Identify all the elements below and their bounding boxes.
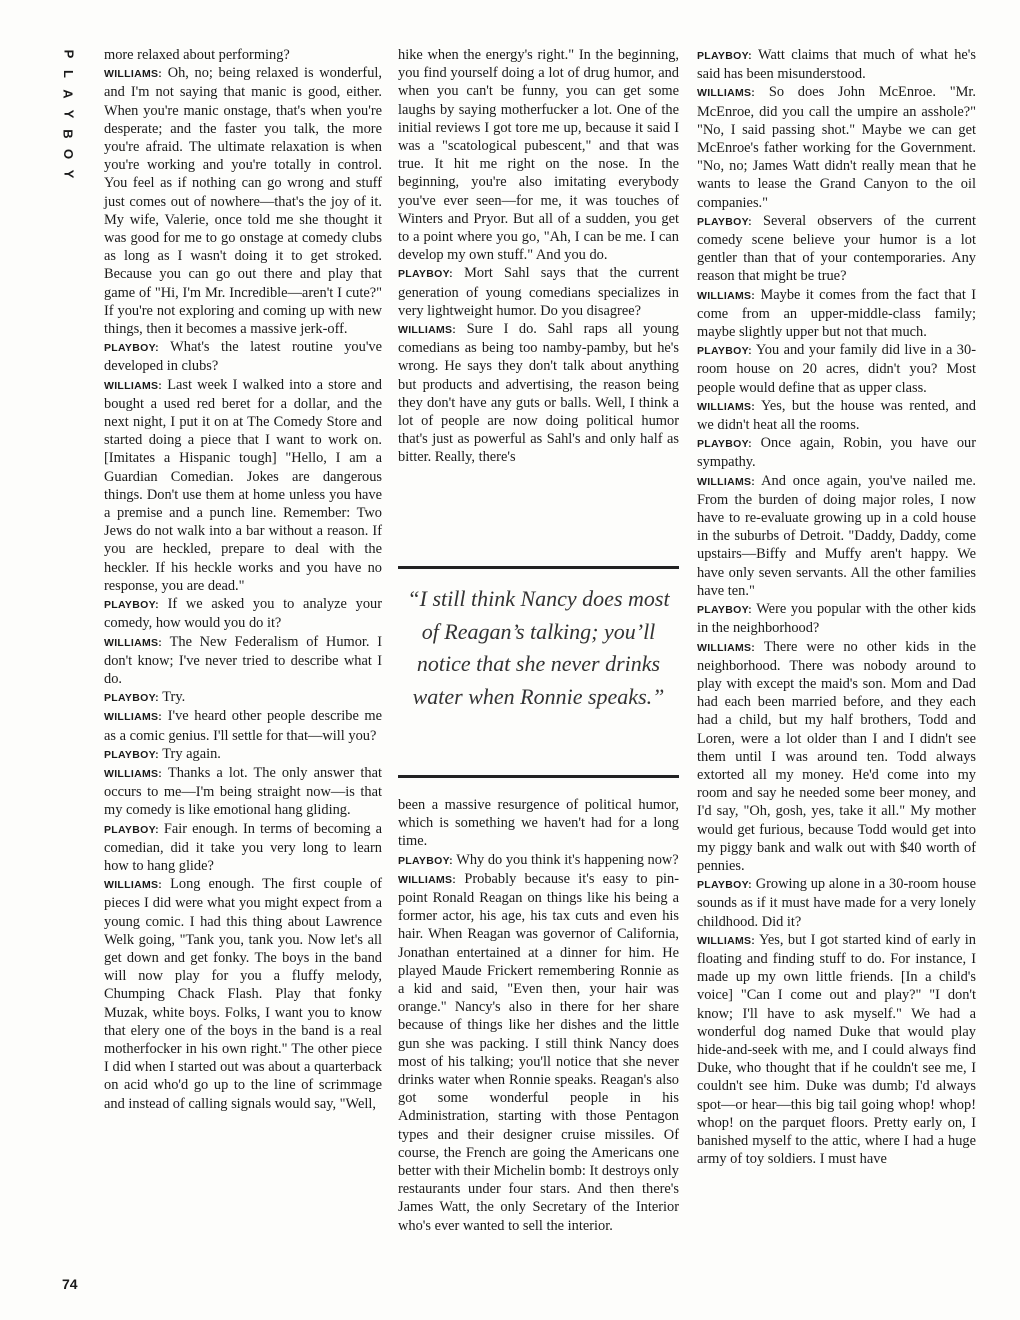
speaker-label: WILLIAMS:	[697, 934, 756, 947]
masthead-letter: A	[60, 89, 76, 99]
paragraph-text: I've heard other people describe me as a comic genius. I'll settle for that—will you?	[104, 708, 382, 744]
speaker-label: PLAYBOY:	[697, 50, 752, 62]
interview-paragraph	[697, 875, 976, 931]
interview-paragraph	[398, 46, 679, 264]
interview-paragraph	[104, 820, 382, 876]
interview-paragraph	[104, 595, 382, 632]
paragraph-text: Try again.	[162, 745, 221, 762]
paragraph-text: Once again, Robin, you have our sympathy.	[697, 435, 977, 471]
speaker-label: PLAYBOY:	[104, 823, 159, 836]
column-3	[697, 46, 976, 1168]
speaker-label: WILLIAMS:	[104, 636, 163, 649]
paragraph-text: You and your family did live in a 30-room house on 20 acres, didn't you? Most people would define that as upper class.	[697, 342, 976, 396]
interview-paragraph	[398, 851, 679, 870]
interview-paragraph	[697, 286, 976, 342]
paragraph-text: Mort Sahl says that the current generation of young comedians specializes in very lightweight humor. Do you disagree?	[398, 265, 679, 319]
paragraph-text: Try.	[162, 689, 186, 706]
interview-paragraph	[697, 931, 976, 1169]
speaker-label: WILLIAMS:	[697, 87, 756, 100]
speaker-label: WILLIAMS:	[697, 641, 756, 654]
paragraph-text: There were no other kids in the neighborhood. There was nobody around to play with except the maid's son. Mom and Dad had each been married before, and they each had a child, but my half brothers, Todd and Loren, were a lot older than I and I didn't see them until I was around ten. Todd always extorted all my money. He'd come into my room and say he needed some beer money, and I'd say, "Oh, gosh, yes, take it all." My mother would get furious, because Todd would get into my piggy bank and walk out with $40 worth of pennies.	[697, 638, 976, 874]
paragraph-text: Probably because it's easy to pin-point Ronald Reagan on things like his being a former actor, his age, his tax cuts and even his hair. When Reagan was governor of California, Jonathan entertained at a dinner for him. He played Maude Frickert remembering Ronnie as a kid and said, "Even then, your hair was orange." Nancy's also in there for her share because of things like her dishes and the little gun she was packing. I still think Nancy does most of his talking; you'll notice that she never drinks water when Ronnie speaks. Reagan's also got some wonderful people in his Administration, starting with those Pentagon types and their designer cruise missiles. Of course, the French are going the Americans one better with their Michelin bomb: It destroys only restaurants under four stars. And then there's James Watt, the only Secretary of the Interior who's ever wanted to sell the interior.	[398, 870, 679, 1234]
interview-paragraph	[104, 46, 382, 64]
speaker-label: PLAYBOY:	[104, 342, 159, 355]
paragraph-text: Long enough. The first couple of pieces I did were what you might expect from a young comic. I had this thing about Lawrence Welk going, "Tank you, tank you. Now let's all get down and get fonky. The boys in the band will now play for you a fluffy melody, Chumping Chack Flash. Play that fonky Muzak, white boys. Folks, I want you to know that elery one of the boys in the band is a real motherfocker in his own right." The other piece I did when I started out was about a quarterback on acid who'd go up to the line of scrimmage and instead of calling signals would say, "Well,	[104, 876, 382, 1112]
interview-paragraph	[104, 633, 382, 689]
paragraph-text: Last week I walked into a store and bought a used red beret for a dollar, and the next night, I put it on at The Comedy Store and started doing a piece that I want to work on. [Imitates a Hispanic tough] "Hello, I am a Guardian Comedian. Jokes are dangerous things. Don't use them at home unless you have a premise and a punch line. Remember: Two Jews do not walk into a bar without a reason. If you are heckled, prepare to deal with the heckler. If his heckle works and you have no response, you are dead."	[104, 376, 382, 594]
speaker-label: WILLIAMS:	[104, 767, 163, 780]
vertical-masthead	[58, 44, 78, 184]
masthead-letter: P	[60, 49, 76, 59]
interview-paragraph	[697, 472, 976, 600]
interview-paragraph	[697, 212, 976, 286]
speaker-label: WILLIAMS:	[697, 289, 756, 302]
speaker-label: WILLIAMS:	[104, 879, 163, 892]
speaker-label: WILLIAMS:	[398, 324, 457, 337]
interview-paragraph	[697, 46, 976, 83]
speaker-label: PLAYBOY:	[398, 854, 453, 867]
paragraph-text: more relaxed about performing?	[104, 47, 290, 63]
speaker-label: PLAYBOY:	[697, 438, 752, 451]
interview-paragraph	[697, 341, 976, 397]
interview-paragraph	[398, 796, 679, 851]
paragraph-text: Yes, but I got started kind of early in floating and finding stuff to do. For instance, I made up my own little friends. [In a child's voice] "Can I come out and play?" "I don't know; I'll have to ask myself." We had a wonderful dog named Duke that would play hide-and-seek with me, and I could always find Duke, who thought that if he couldn't see me, I couldn't see him. Duke was dumb; I'd always spot—or hear—this big tail going whop! whop! whop! on the parquet floors. Pretty early on, I banished myself to the attic, where I had a huge army of toy soldiers. I must have	[697, 931, 976, 1168]
paragraph-text: Sure I do. Sahl raps all young comedians as being too namby-pamby, but he's wrong. He says they don't talk about anything but products and advertising, the reason being they don't have any guts or balls. Well, I think a lot of people are now doing political humor that's just as powerful as Sahl's and only half as bitter. Really, there's	[398, 321, 679, 466]
interview-paragraph	[104, 745, 382, 764]
interview-paragraph	[697, 83, 976, 211]
masthead-letter: Y	[60, 109, 76, 119]
speaker-label: PLAYBOY:	[697, 345, 752, 358]
paragraph-text: Maybe it comes from the fact that I come from an upper-middle-class family; maybe slightly upper but not that much.	[697, 286, 976, 341]
paragraph-text: So does John McEnroe. "Mr. McEnroe, did you call the umpire an asshole?" "No, I said passing shot." Maybe we can get McEnroe's father working for the Government. "No, no; James Watt didn't really mean that he wants to lease the Grand Canyon to the oil companies."	[697, 84, 976, 211]
paragraph-text: And once again, you've nailed me. From the burden of doing major roles, I now have to re-evaluate growing up in a cold house in the suburbs of Detroit. "Daddy, Daddy, come upstairs—Biffy and Muffy aren't happy. We have only seven servants. All the other families have ten."	[697, 472, 976, 599]
speaker-label: PLAYBOY:	[104, 692, 159, 705]
column-2-bottom	[398, 796, 679, 1235]
interview-paragraph	[398, 264, 679, 320]
interview-paragraph	[104, 688, 382, 707]
paragraph-text: hike when the energy's right." In the beginning, you find yourself doing a lot of drug humor, and when you can't be funny, you can get some laughs by saying motherfucker a lot. One of the initial reviews I got tore me up, because it said I was a "scatological pubescent," and that was true. It hit me right on the nose. In the beginning, you're also imitating everybody you've ever seen—for me, it was touches of Winters and Pryor. But all of a sudden, you get to a point where you go, "Ah, I can be me. I can develop my own stuff." And you do.	[398, 47, 679, 264]
pull-quote	[398, 566, 679, 778]
paragraph-text: Were you popular with the other kids in the neighborhood?	[697, 601, 976, 637]
interview-paragraph	[398, 870, 679, 1235]
column-1	[104, 46, 382, 1113]
interview-paragraph	[104, 338, 382, 375]
speaker-label: PLAYBOY:	[697, 879, 752, 892]
masthead-letter: L	[60, 70, 76, 78]
interview-paragraph	[104, 64, 382, 338]
speaker-label: WILLIAMS:	[697, 400, 756, 413]
speaker-label: PLAYBOY:	[104, 748, 159, 761]
paragraph-text: Oh, no; being relaxed is wonderful, and I'm not saying that manic is good, either. When you're manic onstage, that's when you're desperate; and the faster you talk, the more you're afraid. The ultimate relaxation is when you're working and you're totally in control. You feel as if nothing can go wrong and stuff just comes out of nowhere—that's the joy of it. My wife, Valerie, once told me she thought it was good for me to go onstage at comedy clubs as long as I wasn't doing it to get stroked. Because you can go out there and play that game of "Hi, I'm Mr. Incredible—aren't I cute?" If you're not exploring and coming up with new things, then it becomes a massive jerk-off.	[104, 65, 382, 338]
interview-paragraph	[398, 320, 679, 467]
interview-paragraph	[104, 875, 382, 1113]
paragraph-text: Yes, but the house was rented, and we didn't heat all the rooms.	[697, 397, 976, 434]
paragraph-text: Growing up alone in a 30-room house sounds as if it must have made for a very lonely childhood. Did it?	[697, 876, 976, 930]
speaker-label: WILLIAMS:	[104, 68, 163, 81]
speaker-label: WILLIAMS:	[104, 379, 163, 392]
paragraph-text: Fair enough. In terms of becoming a comedian, did it take you very long to learn how to hang glide?	[104, 820, 382, 874]
interview-paragraph	[697, 434, 976, 471]
interview-paragraph	[104, 707, 382, 744]
pull-quote-text: “I still think Nancy does most of Reagan’s talking; you’ll notice that she never drinks water when Ronnie speaks.”	[407, 586, 670, 709]
speaker-label: PLAYBOY:	[697, 604, 752, 617]
paragraph-text: Several observers of the current comedy scene believe your humor is a lot gentler than that of your contemporaries. Any reason that might be true?	[697, 212, 976, 285]
paragraph-text: been a massive resurgence of political humor, which is something we haven't had for a long time.	[398, 797, 679, 850]
masthead-letter: O	[61, 148, 76, 160]
speaker-label: PLAYBOY:	[398, 268, 453, 281]
paragraph-text: Watt claims that much of what he's said has been misunderstood.	[697, 47, 976, 83]
masthead-letter: B	[60, 129, 76, 139]
speaker-label: WILLIAMS:	[697, 475, 756, 488]
paragraph-text: Thanks a lot. The only answer that occurs to me—I'm being straight now—is that my comedy is like emotional hang gliding.	[104, 764, 382, 819]
interview-paragraph	[104, 764, 382, 820]
interview-paragraph	[697, 638, 976, 876]
paragraph-text: What's the latest routine you've developed in clubs?	[104, 339, 382, 375]
masthead-letter: Y	[60, 169, 76, 179]
interview-paragraph	[697, 600, 976, 637]
speaker-label: PLAYBOY:	[697, 215, 752, 228]
speaker-label: PLAYBOY:	[104, 599, 159, 612]
speaker-label: WILLIAMS:	[104, 711, 163, 724]
page-number: 74	[62, 1276, 78, 1292]
interview-paragraph	[104, 376, 382, 595]
paragraph-text: If we asked you to analyze your comedy, how would you do it?	[104, 596, 382, 632]
interview-paragraph	[697, 397, 976, 434]
column-2-top	[398, 46, 679, 467]
paragraph-text: Why do you think it's happening now?	[456, 851, 679, 868]
paragraph-text: The New Federalism of Humor. I don't know; I've never tried to describe what I do.	[104, 633, 383, 687]
speaker-label: WILLIAMS:	[398, 873, 457, 886]
